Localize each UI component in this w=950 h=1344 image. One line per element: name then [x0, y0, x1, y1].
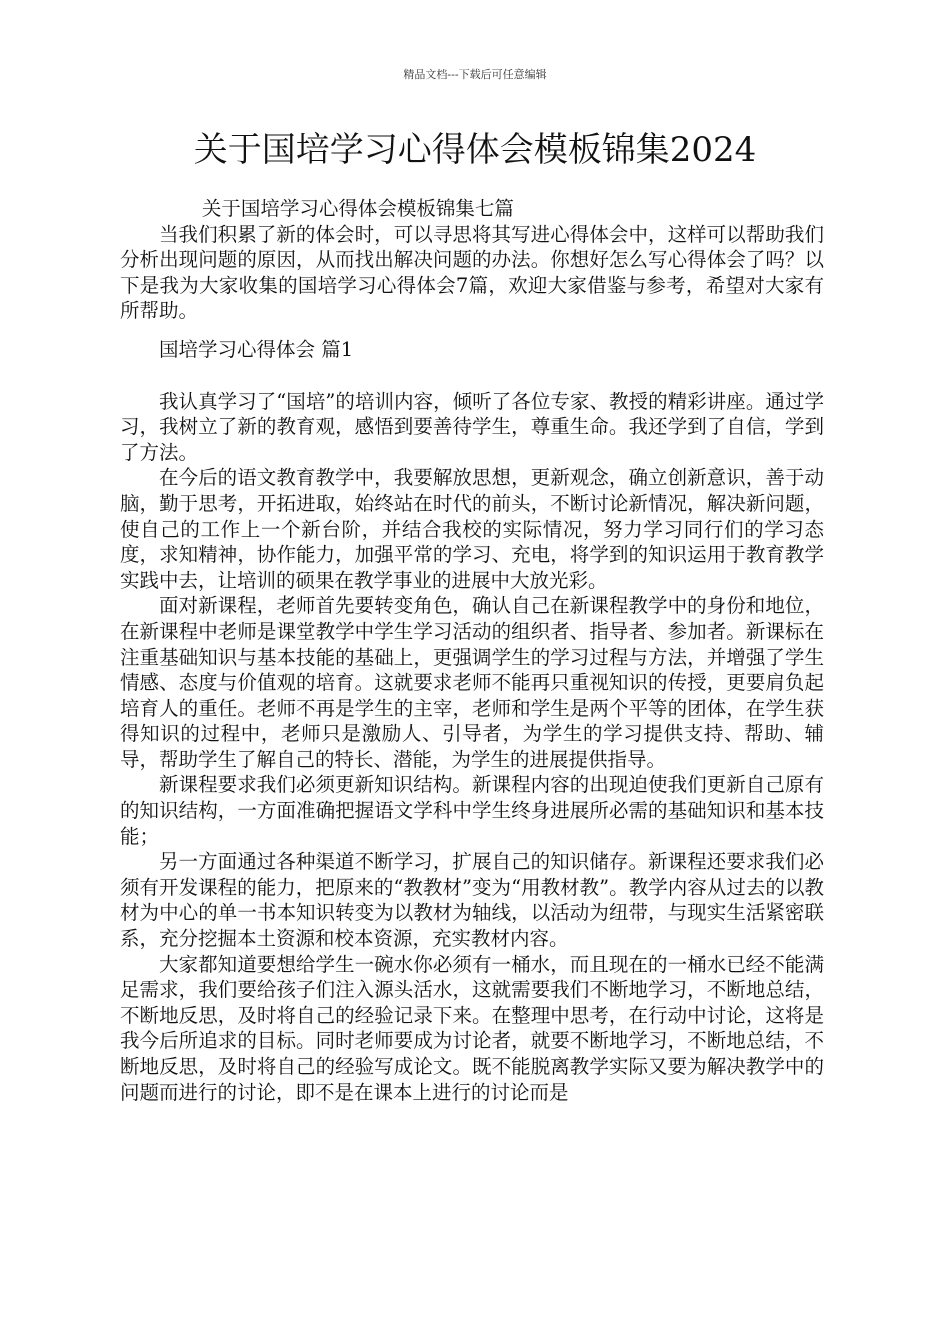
- section-heading: 国培学习心得体会 篇1: [159, 337, 354, 361]
- body-paragraph: 大家都知道要想给学生一碗水你必须有一桶水，而且现在的一桶水已经不能满足需求，我们要给孩子们注入源头活水，这就需要我们不断地学习，不断地总结，不断地反思，及时将自己的经验记录下来。在整理中思考，在行动中讨论，这将是我今后所追求的目标。同时老师要成为讨论者，就要不断地学习，不断地总结，不断地反思，及时将自己的经验写成论文。既不能脱离教学实际又要为解决教学中的问题而进行的讨论，即不是在课本上进行的讨论而是: [120, 952, 824, 1104]
- body-paragraph: 面对新课程，老师首先要转变角色，确认自己在新课程教学中的身份和地位，在新课程中老师是课堂教学中学生学习活动的组织者、指导者、参加者。新课标在注重基础知识与基本技能的基础上，更强调学生的学习过程与方法，并增强了学生情感、态度与价值观的培育。这就要求老师不能再只重视知识的传授，更要肩负起培育人的重任。老师不再是学生的主宰，老师和学生是两个平等的团体，在学生获得知识的过程中，老师只是激励人、引导者，为学生的学习提供支持、帮助、辅导，帮助学生了解自己的特长、潜能，为学生的进展提供指导。: [120, 594, 824, 771]
- body-paragraph: 在今后的语文教育教学中，我要解放思想，更新观念，确立创新意识，善于动脑，勤于思考，开拓进取，始终站在时代的前头，不断讨论新情况，解决新问题，使自己的工作上一个新台阶，并结合我校的实际情况，努力学习同行们的学习态度，求知精神，协作能力，加强平常的学习、充电，将学到的知识运用于教育教学实践中去，让培训的硕果在教学事业的进展中大放光彩。: [120, 466, 824, 592]
- document-title: 关于国培学习心得体会模板锦集2024: [193, 130, 757, 170]
- body-paragraph: 我认真学习了“国培”的培训内容，倾听了各位专家、教授的精彩讲座。通过学习，我树立了新的教育观，感悟到要善待学生，尊重生命。我还学到了自信，学到了方法。: [120, 389, 824, 464]
- body-paragraph: 另一方面通过各种渠道不断学习，扩展自己的知识储存。新课程还要求我们必须有开发课程的能力，把原来的“教教材”变为“用教材教”。教学内容从过去的以教材为中心的单一书本知识转变为以教材为轴线，以活动为纽带，与现实生活紧密联系，充分挖掘本土资源和校本资源，充实教材内容。: [120, 850, 824, 951]
- body-paragraph: 新课程要求我们必须更新知识结构。新课程内容的出现迫使我们更新自己原有的知识结构，一方面准确把握语文学科中学生终身进展所必需的基础知识和基本技能；: [120, 773, 824, 848]
- document-subtitle: 关于国培学习心得体会模板锦集七篇: [201, 197, 514, 220]
- intro-paragraph: 当我们积累了新的体会时，可以寻思将其写进心得体会中，这样可以帮助我们分析出现问题的原因，从而找出解决问题的办法。你想好怎么写心得体会了吗？以下是我为大家收集的国培学习心得体会7篇，欢迎大家借鉴与参考，希望对大家有所帮助。: [120, 222, 824, 323]
- header-note: 精品文档---下载后可任意编辑: [403, 68, 547, 81]
- document-body: [120, 196, 824, 1105]
